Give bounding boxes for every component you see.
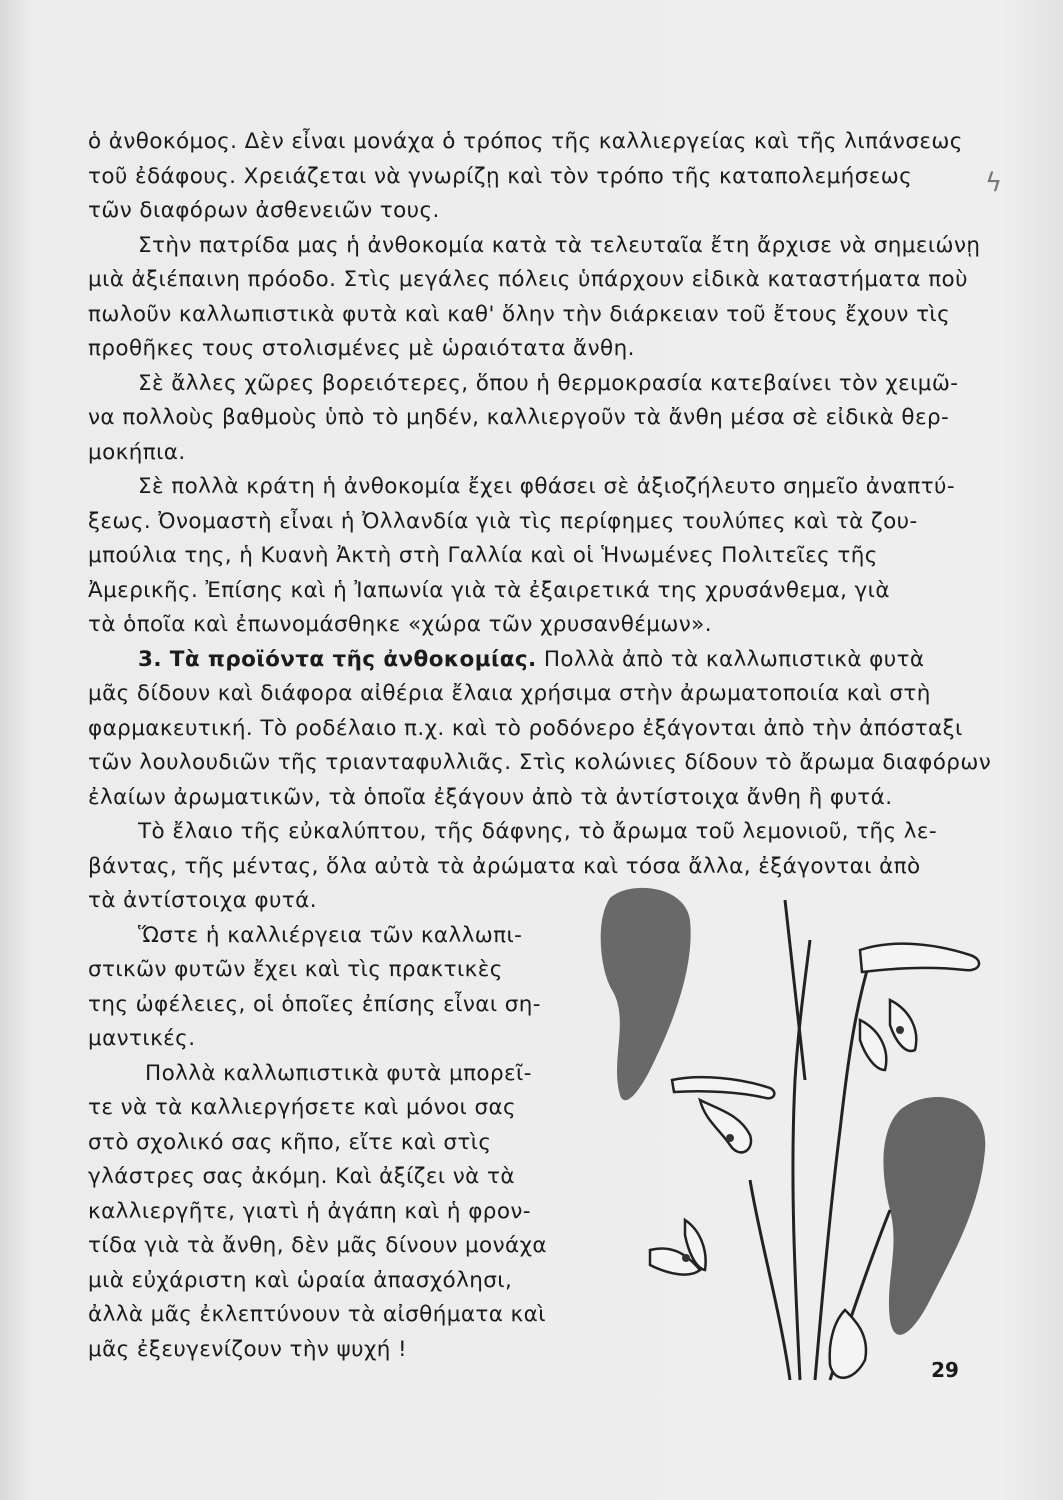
text-line: μᾶς ἐξευγενίζουν τὴν ψυχή ! bbox=[88, 1337, 408, 1362]
text-line: μαντικές. bbox=[88, 1026, 196, 1051]
text-line: προθῆκες τους στολισμένες μὲ ὡραιότατα ἄνθη. bbox=[88, 336, 635, 361]
text-line: Σὲ πολλὰ κράτη ἡ ἀνθοκομία ἔχει φθάσει σὲ ἀξιοζήλευτο σημεῖο ἀναπτύ- bbox=[138, 474, 956, 499]
text-line: Πολλὰ καλλωπιστικὰ φυτὰ μπορεῖ- bbox=[145, 1061, 532, 1086]
text-line: Ἀμερικῆς. Ἐπίσης καὶ ἡ Ἰαπωνία γιὰ τὰ ἐξαιρετικά της χρυσάνθεμα, γιὰ bbox=[88, 578, 890, 603]
text-line: μοκήπια. bbox=[88, 440, 186, 465]
text-line: τῶν λουλουδιῶν τῆς τριανταφυλλιᾶς. Στὶς κολώνιες δίδουν τὸ ἄρωμα διαφόρων bbox=[88, 750, 992, 775]
text-line: ἐλαίων ἀρωματικῶν, τὰ ὁποῖα ἐξάγουν ἀπὸ τὰ ἀντίστοιχα ἄνθη ἢ φυτά. bbox=[88, 785, 893, 810]
text-line: τε νὰ τὰ καλλιεργήσετε καὶ μόνοι σας bbox=[88, 1095, 517, 1120]
text-line: μιὰ ἀξιέπαινη πρόοδο. Στὶς μεγάλες πόλεις ὑπάρχουν εἰδικὰ καταστήματα ποὺ bbox=[88, 267, 968, 292]
text-line: Σὲ ἄλλες χῶρες βορειότερες, ὅπου ἡ θερμοκρασία κατεβαίνει τὸν χειμῶ- bbox=[138, 371, 959, 396]
page-number: 29 bbox=[931, 1358, 959, 1382]
daffodil-illustration bbox=[590, 880, 990, 1400]
section-heading-line bbox=[138, 643, 950, 677]
text-line: φαρμακευτική. Τὸ ροδέλαιο π.χ. καὶ τὸ ροδόνερο ἐξάγονται ἀπὸ τὴν ἀπόσταξι bbox=[88, 716, 963, 741]
text-line: τῶν διαφόρων ἀσθενειῶν τους. bbox=[88, 198, 440, 223]
text-line: στὸ σχολικό σας κῆπο, εἴτε καὶ στὶς bbox=[88, 1130, 492, 1155]
text-line: τὰ ἀντίστοιχα φυτά. bbox=[88, 888, 317, 913]
text-line: τοῦ ἐδάφους. Χρειάζεται νὰ γνωρίζῃ καὶ τὸν τρόπο τῆς καταπολεμήσεως bbox=[88, 164, 913, 189]
section-heading: 3. Τὰ προϊόντα τῆς ἀνθοκομίας. bbox=[138, 647, 537, 672]
text-line: μπούλια της, ἡ Κυανὴ Ἀκτὴ στὴ Γαλλία καὶ οἱ Ἡνωμένες Πολιτεῖες τῆς bbox=[88, 543, 878, 568]
text-line: Τὸ ἔλαιο τῆς εὐκαλύπτου, τῆς δάφνης, τὸ ἄρωμα τοῦ λεμονιοῦ, τῆς λε- bbox=[138, 819, 938, 844]
text-line: τὰ ὁποῖα καὶ ἐπωνομάσθηκε «χώρα τῶν χρυσανθέμων». bbox=[88, 612, 712, 637]
text-line: Ὥστε ἡ καλλιέργεια τῶν καλλωπι- bbox=[138, 923, 523, 948]
text-line: γλάστρες σας ἀκόμη. Καὶ ἀξίζει νὰ τὰ bbox=[88, 1164, 515, 1189]
text-line: να πολλοὺς βαθμοὺς ὑπὸ τὸ μηδέν, καλλιεργοῦν τὰ ἄνθη μέσα σὲ εἰδικὰ θερ- bbox=[88, 405, 950, 430]
text-line: ξεως. Ὀνομαστὴ εἶναι ἡ Ὀλλανδία γιὰ τὶς περίφημες τουλύπες καὶ τὰ ζου- bbox=[88, 509, 918, 534]
text-line: μιὰ εὐχάριστη καὶ ὡραία ἀπασχόλησι, bbox=[88, 1268, 513, 1293]
text-line: της ὠφέλειες, οἱ ὁποῖες ἐπίσης εἶναι ση- bbox=[88, 992, 541, 1017]
text-line: τίδα γιὰ τὰ ἄνθη, δὲν μᾶς δίνουν μονάχα bbox=[88, 1233, 547, 1258]
text-line: βάντας, τῆς μέντας, ὅλα αὐτὰ τὰ ἀρώματα καὶ τόσα ἄλλα, ἐξάγονται ἀπὸ bbox=[88, 854, 921, 879]
text-line: πωλοῦν καλλωπιστικὰ φυτὰ καὶ καθ' ὅλην τὴν διάρκειαν τοῦ ἔτους ἔχουν τὶς bbox=[88, 302, 951, 327]
text-line: μᾶς δίδουν καὶ διάφορα αἰθέρια ἔλαια χρήσιμα στὴν ἀρωματοποιία καὶ στὴ bbox=[88, 681, 931, 706]
margin-mark: ϟ bbox=[985, 168, 1003, 198]
text-line: καλλιεργῆτε, γιατὶ ἡ ἀγάπη καὶ ἡ φρον- bbox=[88, 1199, 531, 1224]
text-line: στικῶν φυτῶν ἔχει καὶ τὶς πρακτικὲς bbox=[88, 957, 503, 982]
text-line: Στὴν πατρίδα μας ἡ ἀνθοκομία κατὰ τὰ τελευταῖα ἔτη ἄρχισε νὰ σημειώνῃ bbox=[138, 233, 981, 258]
text-line: Πολλὰ ἀπὸ τὰ καλλωπιστικὰ φυτὰ bbox=[543, 647, 925, 672]
text-line: ἀλλὰ μᾶς ἐκλεπτύνουν τὰ αἰσθήματα καὶ bbox=[88, 1302, 546, 1327]
text-line: ὁ ἀνθοκόμος. Δὲν εἶναι μονάχα ὁ τρόπος τῆς καλλιεργείας καὶ τῆς λιπάνσεως bbox=[88, 129, 963, 154]
